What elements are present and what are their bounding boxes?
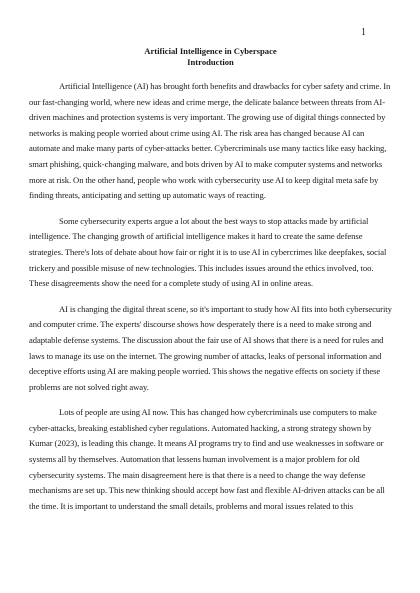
document-title: Artificial Intelligence in Cyberspace (144, 46, 277, 56)
paragraph-4: Lots of people are using AI now. This has changed how cybercriminals use computers to make cyber-attacks, breaking established cyber regulations. Automated hacking, a strong strategy shown by Kumar (2023), is leading this change. It means AI programs try to find and use weaknesses in software or systems all by themselves. Automation that lessens human involvement is a major problem for old cybersecurity systems. The main disagreement here is that there is a need to change the way defense mechanisms are set up. This new thinking should accept how fast and flexible AI-driven attacks can be all the time. It is important to understand the small details, problems and moral issues related to this (29, 407, 385, 511)
section-heading: Introduction (187, 57, 234, 67)
paragraph-1: Artificial Intelligence (AI) has brought forth benefits and drawbacks for cyber safety and crime. In our fast-changing world, where new ideas and crime merge, the delicate balance between threats from AI-driven machines and protection systems is very important. The growing use of digital things connected by networks is making people worried about crime using AI. The risk area has changed because AI can automate and make many parts of cyber-attacks better. Cybercriminals use many tactics like easy hacking, smart phishing, quick-changing malware, and bots driven by AI to make computer systems and networks more at risk. On the other hand, people who work with cybersecurity use AI to keep digital meta safe by finding threats, anticipating and setting up automatic ways of reacting. (29, 81, 391, 201)
paragraph-2: Some cybersecurity experts argue a lot about the best ways to stop attacks made by artificial intelligence. The changing growth of artificial intelligence makes it hard to create the same defense strategies. There's lots of debate about how fair or right it is to use AI in cybercrimes like deepfakes, social trickery and possible misuse of new technologies. This includes issues around the ethics involved, too. These disagreements show the need for a complete study of using AI in online areas. (29, 215, 387, 289)
paragraph-3: AI is changing the digital threat scene, so it's important to study how AI fits into both cybersecurity and computer crime. The experts' discourse shows how desperately there is a need to make strong and adaptable defense systems. The discussion about the fair use of AI shows that there is a need for rules and laws to manage its use on the internet. The growing number of attacks, leaks of personal information and deceptive efforts using AI are making people worried. This shows the negative effects on society if these problems are not solved right away. (29, 303, 392, 392)
page-number: 1 (361, 27, 366, 38)
